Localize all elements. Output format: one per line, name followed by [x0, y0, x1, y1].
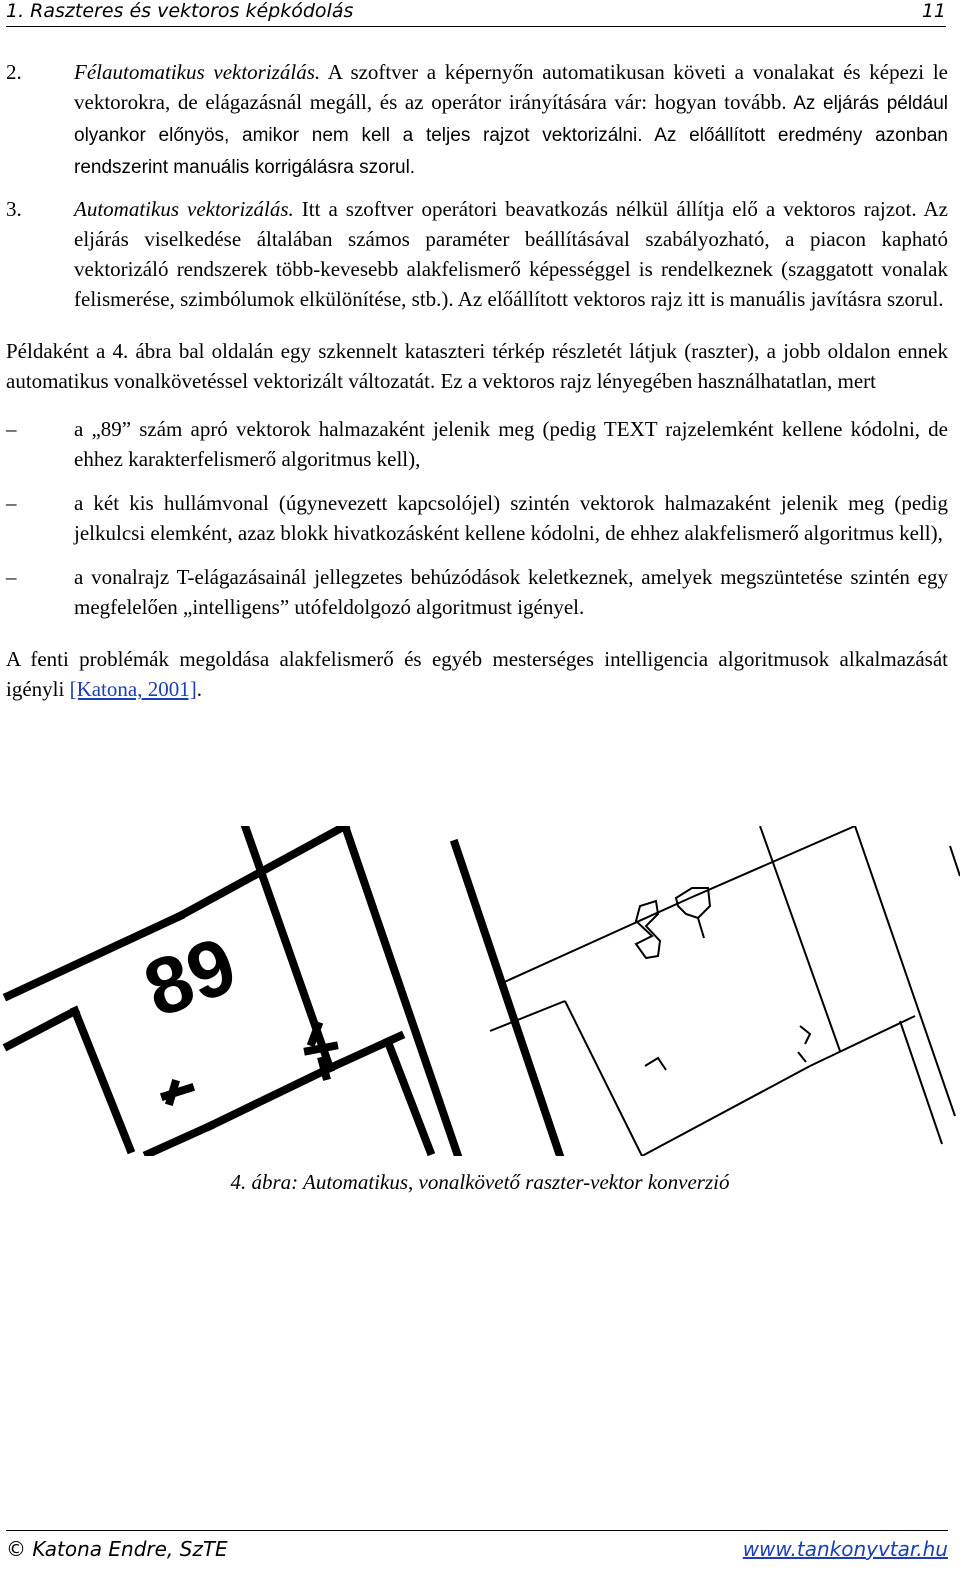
citation-link[interactable]: [Katona, 2001]	[69, 677, 197, 701]
closing-paragraph: A fenti problémák megoldása alakfelismerő és egyéb mesterséges intelligencia algoritmusok alkalmazását igényli [Katona, 2001].	[6, 647, 948, 701]
bullet-text: a vonalrajz T-elágazásainál jellegzetes behúzódások keletkeznek, amelyek megszüntetése szintén egy megfelelően „intelligens” utófeldolgozó algoritmust igényel.	[74, 565, 948, 619]
vector-image	[490, 826, 960, 1156]
figure-caption: 4. ábra: Automatikus, vonalkövető raszter-vektor konverzió	[230, 1170, 730, 1194]
bullet-item	[6, 562, 948, 622]
item-text-sans: Az eljárás például olyankor előnyös, amikor nem kell a teljes rajzot vektorizálni. Az előállított eredmény azonban rendszerint manuális korrigálásra szorul.	[74, 93, 948, 178]
list-item-auto	[6, 194, 948, 314]
item-text: A szoftver a képernyőn automatikusan követi a vonalakat és képezi le vektorokra, de elágazásnál megáll, és az operátor irányítására vár: hogyan tovább.	[74, 60, 948, 114]
dash-icon: –	[6, 491, 17, 515]
item-title: Automatikus vektorizálás.	[74, 197, 294, 221]
main-content	[6, 57, 948, 704]
page-header	[6, 0, 946, 27]
page-footer	[6, 1530, 948, 1561]
item-text: Itt a szoftver operátori beavatkozás nélkül állítja elő a vektoros rajzot. Az eljárás viselkedése általában számos paraméter beállításával szabályozható, a piacon kapható vektorizáló rendszerek több-kevesebb alakfelismerő képességgel is rendelkeznek (szaggatott vonalak felismerése, szimbólumok elkülönítése, stb.). Az előállított vektoros rajz itt is manuális javításra szorul.	[74, 197, 948, 311]
chapter-title: 1. Raszteres és vektoros képkódolás	[6, 0, 354, 22]
raster-label: 89	[133, 919, 248, 1034]
dash-icon: –	[6, 417, 17, 441]
page-number: 11	[921, 0, 946, 22]
list-item-semi-auto	[6, 57, 948, 183]
bullet-text: a „89” szám apró vektorok halmazaként jelenik meg (pedig TEXT rajzelemként kellene kódolni, de ehhez karakterfelismerő algoritmus kell),	[74, 417, 948, 471]
item-number: 3.	[6, 197, 22, 221]
bullet-item	[6, 488, 948, 548]
item-title: Félautomatikus vektorizálás.	[74, 60, 321, 84]
bullet-text: a két kis hullámvonal (úgynevezett kapcsolójel) szintén vektorok halmazaként jelenik meg (pedig jelkulcsi elemként, azaz blokk hivatkozásként kellene kódolni, de ehhez alakfelismerő algoritmus kell),	[74, 491, 948, 545]
footer-link[interactable]: www.tankonyvtar.hu	[742, 1537, 948, 1561]
footer-author: © Katona Endre, SzTE	[6, 1537, 228, 1561]
item-number: 2.	[6, 60, 22, 84]
dash-icon: –	[6, 565, 17, 589]
bullet-item	[6, 414, 948, 474]
intro-paragraph: Példaként a 4. ábra bal oldalán egy szkennelt kataszteri térkép részletét látjuk (raszter), a jobb oldalon ennek automatikus vonalkövetéssel vektorizált változatát. Ez a vektoros rajz lényegében használhatatlan, mert	[6, 339, 948, 393]
figure-raster-vector	[0, 826, 960, 1156]
raster-image	[8, 826, 560, 1156]
bullet-list	[6, 414, 948, 622]
